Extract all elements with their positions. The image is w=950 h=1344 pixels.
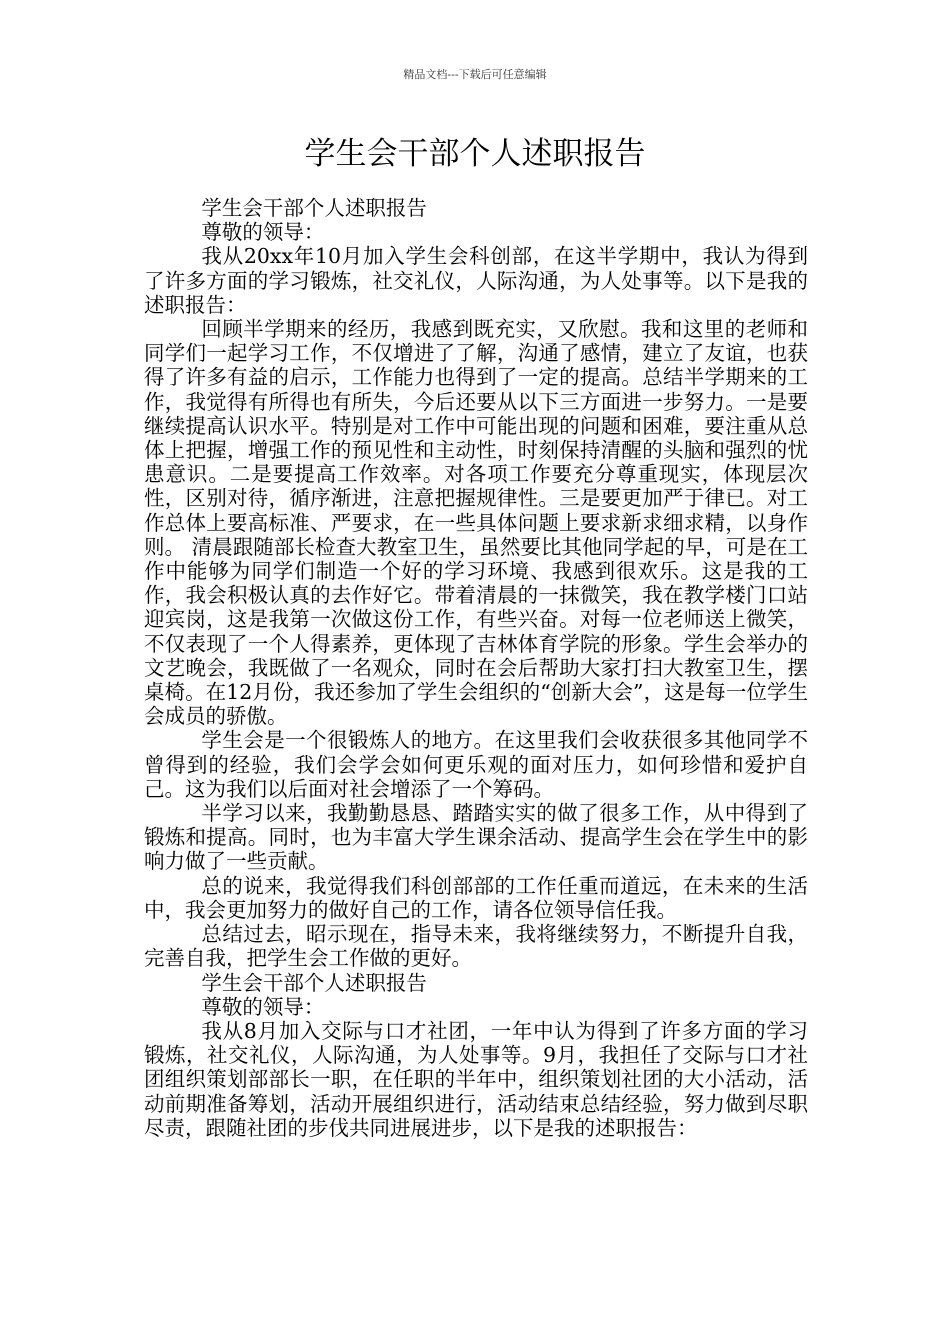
paragraph: 回顾半学期来的经历，我感到既充实，又欣慰。我和这里的老师和同学们一起学习工作，不仅增进了了解，沟通了感情，建立了友谊，也获得了许多有益的启示，工作能力也得到了一定的提高。总结半学期来的工作，我觉得有所得也有所失，今后还要从以下三方面进一步努力。一是要继续提高认识水平。特别是对工作中可能出现的问题和困难，要注重从总体上把握，增强工作的预见性和主动性，时刻保持清醒的头脑和强烈的忧患意识。二是要提高工作效率。对各项工作要充分尊重现实，体现层次性，区别对待，循序渐进，注意把握规律性。三是要更加严于律已。对工作总体上要高标准、严要求，在一些具体问题上要求新求细求精，以身作则。 清晨跟随部长检查大教室卫生，虽然要比其他同学起的早，可是在工作中能够为同学们制造一个好的学习环境、我感到很欢乐。这是我的工作，我会积极认真的去作好它。带着清晨的一抹微笑，我在教学楼门口站迎宾岗，这是我第一次做这份工作，有些兴奋。对每一位老师送上微笑，不仅表现了一个人得素养，更体现了吉林体育学院的形象。学生会举办的文艺晚会，我既做了一名观众，同时在会后帮助大家打扫大教室卫生，摆桌椅。在12月份，我还参加了学生会组织的“创新大会”，这是每一位学生会成员的骄傲。 xyxy=(144,317,808,729)
paragraph: 总结过去，昭示现在，指导未来，我将继续努力，不断提升自我，完善自我，把学生会工作做的更好。 xyxy=(144,922,808,971)
paragraph: 学生会干部个人述职报告 xyxy=(201,196,427,220)
paragraph: 总的说来，我觉得我们科创部部的工作任重而道远，在未来的生活中，我会更加努力的做好自己的工作，请各位领导信任我。 xyxy=(144,873,808,922)
paragraph: 我从8月加入交际与口才社团，一年中认为得到了许多方面的学习锻炼，社交礼仪，人际沟通，为人处事等。9月，我担任了交际与口才社团组织策划部部长一职，在任职的半年中，组织策划社团的大小活动，活动前期准备筹划，活动开展组织进行，活动结束总结经验，努力做到尽职尽责，跟随社团的步伐共同进展进步，以下是我的述职报告： xyxy=(144,1018,808,1140)
paragraph: 尊敬的领导： xyxy=(201,220,325,245)
paragraph: 半学习以来，我勤勤恳恳、踏踏实实的做了很多工作，从中得到了锻炼和提高。同时，也为丰富大学生课余活动、提高学生会在学生中的影响力做了一些贡献。 xyxy=(144,801,808,874)
header-note: 精品文档---下载后可任意编辑 xyxy=(403,68,547,81)
paragraph: 我从20xx年10月加入学生会科创部，在这半学期中，我认为得到了许多方面的学习锻炼，社交礼仪，人际沟通，为人处事等。以下是我的述职报告： xyxy=(144,244,808,317)
paragraph: 学生会是一个很锻炼人的地方。在这里我们会收获很多其他同学不曾得到的经验，我们会学会如何更乐观的面对压力，如何珍惜和爱护自己。这为我们以后面对社会增添了一个筹码。 xyxy=(144,728,808,801)
paragraph: 尊敬的领导： xyxy=(201,994,325,1019)
document-title: 学生会干部个人述职报告 xyxy=(304,136,646,172)
document-body xyxy=(144,196,808,1140)
paragraph: 学生会干部个人述职报告 xyxy=(201,970,427,995)
